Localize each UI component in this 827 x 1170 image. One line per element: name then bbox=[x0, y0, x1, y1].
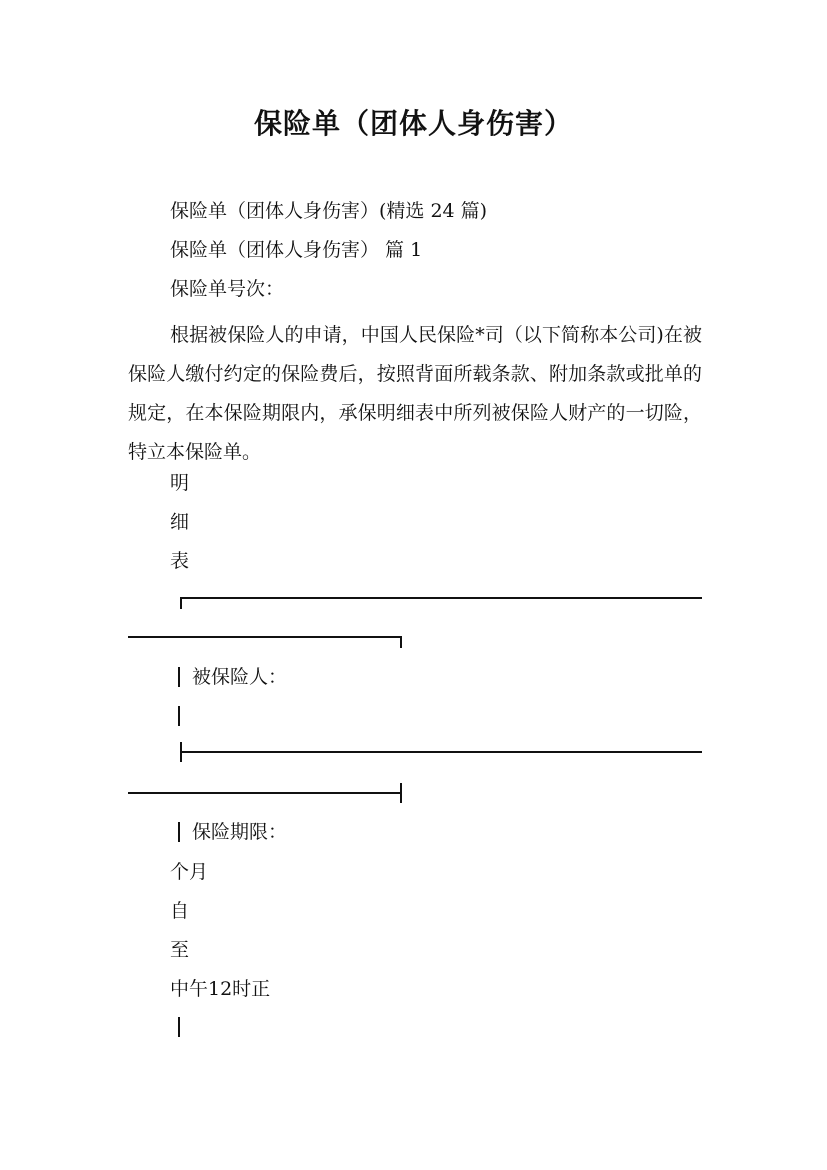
document-subtitle: 保险单（团体人身伤害）(精选 24 篇) bbox=[170, 200, 488, 222]
table-left-border bbox=[178, 822, 180, 842]
table-left-border bbox=[178, 667, 180, 687]
insured-label: 被保险人： bbox=[192, 666, 288, 688]
document-title: 保险单（团体人身伤害） bbox=[253, 107, 573, 140]
intro-paragraph: 根据被保险人的申请，中国人民保险*司（以下简称本公司)在被保险人缴付约定的保险费后，按照背面所载条款、附加条款或批单的规定，在本保险期限内，承保明细表中所列被保险人财产的一切险，特立本保险单。 bbox=[128, 324, 702, 463]
schedule-heading-char: 明 bbox=[170, 472, 190, 494]
policy-number-label: 保险单号次： bbox=[170, 278, 285, 300]
period-noon: 中午12时正 bbox=[170, 978, 271, 1000]
period-label: 保险期限： bbox=[192, 821, 288, 843]
table-left-border bbox=[178, 706, 180, 726]
schedule-heading-char: 细 bbox=[170, 511, 190, 533]
table-left-border bbox=[178, 1017, 180, 1037]
period-months: 个月 bbox=[170, 861, 209, 883]
section-heading: 保险单（团体人身伤害） 篇 1 bbox=[170, 239, 423, 261]
period-from: 自 bbox=[170, 900, 190, 922]
period-to: 至 bbox=[170, 939, 190, 961]
schedule-heading-char: 表 bbox=[170, 550, 190, 572]
